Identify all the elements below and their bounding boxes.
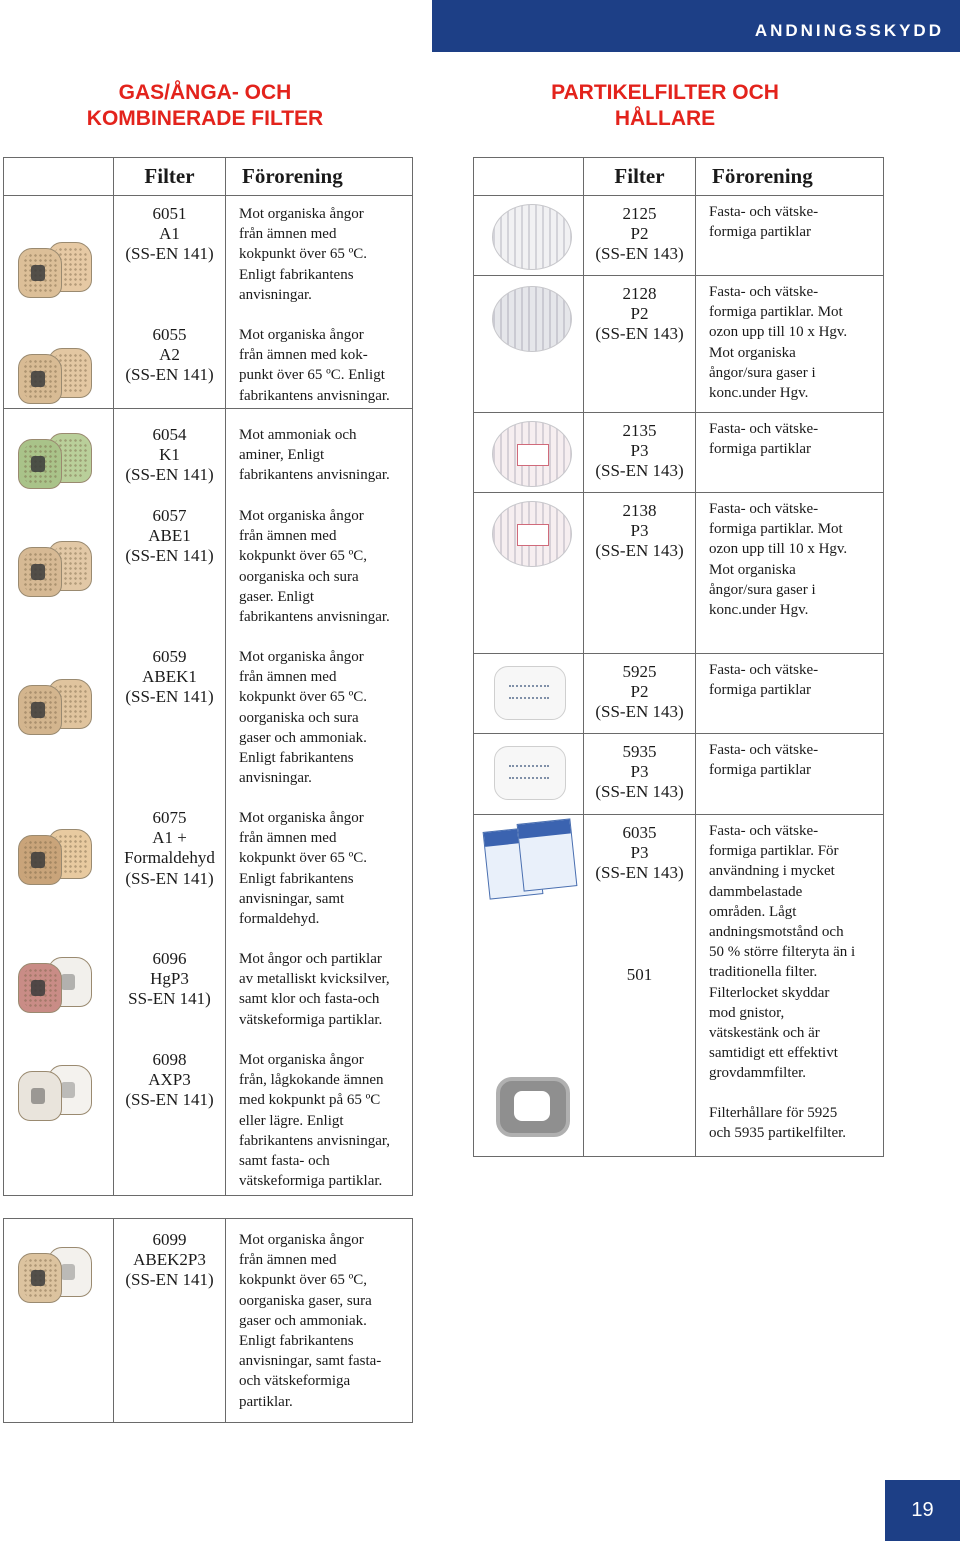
- right-header-filter: Filter: [584, 158, 696, 196]
- code-5935-cell: [584, 734, 696, 815]
- filter-pack-6035-image-2: [517, 818, 578, 891]
- right-header-blank: [474, 158, 584, 196]
- filter-desc-2125: Fasta- och vätske- formiga partiklar: [709, 204, 819, 241]
- disc-2128-cell: [474, 276, 584, 413]
- filter-desc-2135: Fasta- och vätske- formiga partiklar: [709, 421, 819, 458]
- filter-desc-6051: Mot organiska ångor från ämnen med kokpunkt över 65 ºC. Enligt fabrikantens anvisningar.: [239, 206, 367, 303]
- filter-desc-2138: Fasta- och vätske- formiga partiklar. Mot ozon upp till 10 x Hgv. Mot organiska ångor/sura gaser i konc.under Hgv.: [709, 501, 848, 619]
- filter-code-6075: 6075 A1 + Formaldehyd (SS-EN 141): [124, 808, 215, 888]
- right-section-title: [500, 80, 830, 132]
- pad-5935-cell: [474, 734, 584, 815]
- desc-5925-cell: [696, 654, 884, 734]
- cartridge-6057-image: [14, 541, 100, 593]
- desc-2135-cell: [696, 413, 884, 493]
- filter-desc-2128: Fasta- och vätske- formiga partiklar. Mot ozon upp till 10 x Hgv. Mot organiska ångor/sura gaser i konc.under Hgv.: [709, 284, 848, 402]
- desc-6035-cell: [696, 815, 884, 1157]
- left-group2-images: [4, 409, 114, 1196]
- cartridge-6098-image: [14, 1065, 100, 1117]
- filter-disc-2125-image: [492, 204, 572, 270]
- section-banner: ANDNINGSSKYDD: [432, 0, 960, 52]
- left-header-pollution: Förorening: [226, 158, 413, 196]
- code-5925-cell: [584, 654, 696, 734]
- filter-disc-2135-image: [492, 421, 572, 487]
- filter-code-2135: 2135 P3 (SS-EN 143): [595, 421, 684, 481]
- filter-desc-501: Filterhållare för 5925 och 5935 partikelfilter.: [709, 1105, 847, 1142]
- filter-desc-6055: Mot organiska ångor från ämnen med kok- punkt över 65 ºC. Enligt fabrikantens anvisningar.: [239, 327, 390, 404]
- filter-disc-2138-image: [492, 501, 572, 567]
- left-title-line1: GAS/ÅNGA- OCH: [118, 81, 292, 104]
- filter-desc-6075: Mot organiska ångor från ämnen med kokpunkt över 65 ºC. Enligt fabrikantens anvisningar, samt formaldehyd.: [239, 810, 367, 928]
- code-2135-cell: [584, 413, 696, 493]
- filter-holder-501-image: [496, 1077, 570, 1137]
- filter-code-6098: 6098 AXP3 (SS-EN 141): [125, 1050, 214, 1110]
- left-group3-codes: [114, 1219, 226, 1423]
- filter-code-2125: 2125 P2 (SS-EN 143): [595, 204, 684, 264]
- left-section-title: [30, 80, 380, 132]
- filter-desc-6096: Mot ångor och partiklar av metalliskt kvicksilver, samt klor och fasta-och vätskeformiga partiklar.: [239, 951, 390, 1028]
- filter-desc-6099: Mot organiska ångor från ämnen med kokpunkt över 65 ºC, oorganiska gaser, sura gaser och ammoniak. Enligt fabrikantens anvisningar, samt fasta- och vätskeformiga partiklar.: [239, 1232, 382, 1410]
- filter-code-6096: 6096 HgP3 SS-EN 141): [128, 949, 211, 1009]
- right-title-line1: PARTIKELFILTER OCH: [551, 81, 779, 104]
- right-title-line2: HÅLLARE: [614, 107, 716, 130]
- right-header-pollution: Förorening: [696, 158, 884, 196]
- filter-desc-6057: Mot organiska ångor från ämnen med kokpunkt över 65 ºC, oorganiska och sura gaser. Enligt fabrikantens anvisningar.: [239, 508, 390, 626]
- filter-code-6059: 6059 ABEK1 (SS-EN 141): [125, 647, 214, 707]
- left-header-blank: [4, 158, 114, 196]
- filter-desc-6098: Mot organiska ångor från, lågkokande ämnen med kokpunkt på 65 ºC eller lägre. Enligt fabrikantens anvisningar, samt fasta- och vätskeformiga partiklar.: [239, 1052, 391, 1190]
- code-6035-cell: [584, 815, 696, 1157]
- left-group1-desc: [226, 196, 413, 409]
- filter-desc-5935: Fasta- och vätske- formiga partiklar: [709, 742, 819, 779]
- cartridge-6059-image: [14, 679, 100, 731]
- filter-code-2138: 2138 P3 (SS-EN 143): [595, 501, 684, 561]
- left-group1-codes: [114, 196, 226, 409]
- gas-filter-table-extra: [3, 1218, 413, 1423]
- disc-2138-cell: [474, 493, 584, 654]
- filter-code-6054: 6054 K1 (SS-EN 141): [125, 425, 214, 485]
- filter-code-6099: 6099 ABEK2P3 (SS-EN 141): [125, 1230, 214, 1290]
- cartridge-6075-image: [14, 829, 100, 881]
- filter-desc-5925: Fasta- och vätske- formiga partiklar: [709, 662, 819, 699]
- gas-filter-table: [3, 157, 413, 1196]
- disc-2125-cell: [474, 196, 584, 276]
- pack-6035-cell: [474, 815, 584, 1157]
- desc-5935-cell: [696, 734, 884, 815]
- cartridge-6099-image: [14, 1247, 100, 1299]
- particle-filter-table: [473, 157, 884, 1157]
- left-group1-images: [4, 196, 114, 409]
- filter-code-6051: 6051 A1 (SS-EN 141): [125, 204, 214, 264]
- cartridge-6054-image: [14, 433, 100, 485]
- cartridge-6051-image: [14, 242, 100, 294]
- cartridge-6096-image: [14, 957, 100, 1009]
- filter-code-5935: 5935 P3 (SS-EN 143): [595, 742, 684, 802]
- filter-code-6057: 6057 ABE1 (SS-EN 141): [125, 506, 214, 566]
- left-group3-desc: [226, 1219, 413, 1423]
- left-group2-desc: [226, 409, 413, 1196]
- filter-code-6055: 6055 A2 (SS-EN 141): [125, 325, 214, 385]
- filter-desc-6035: Fasta- och vätske- formiga partiklar. För användning i mycket dammbelastade områden. Lågt andningsmotstånd och 50 % större filteryta än i traditionella filter. Filterlocket skyddar mod gnistor, vätskestänk och är samtidigt ett effektivt grovdammfilter.: [709, 823, 856, 1082]
- filter-code-5925: 5925 P2 (SS-EN 143): [595, 662, 684, 722]
- cartridge-6055-image: [14, 348, 100, 400]
- filter-desc-6054: Mot ammoniak och aminer, Enligt fabrikantens anvisningar.: [239, 427, 390, 484]
- pad-5925-cell: [474, 654, 584, 734]
- disc-2135-cell: [474, 413, 584, 493]
- filter-code-6035: 6035 P3 (SS-EN 143): [595, 823, 684, 883]
- left-group3-images: [4, 1219, 114, 1423]
- desc-2128-cell: [696, 276, 884, 413]
- desc-2138-cell: [696, 493, 884, 654]
- filter-disc-2128-image: [492, 286, 572, 352]
- filter-code-501: 501: [626, 965, 653, 984]
- desc-2125-cell: [696, 196, 884, 276]
- code-2128-cell: [584, 276, 696, 413]
- code-2125-cell: [584, 196, 696, 276]
- left-header-filter: Filter: [114, 158, 226, 196]
- filter-pad-5935-image: [494, 746, 566, 800]
- left-group2-codes: [114, 409, 226, 1196]
- page-number: 19: [885, 1480, 960, 1541]
- filter-pad-5925-image: [494, 666, 566, 720]
- filter-code-2128: 2128 P2 (SS-EN 143): [595, 284, 684, 344]
- code-2138-cell: [584, 493, 696, 654]
- filter-desc-6059: Mot organiska ångor från ämnen med kokpunkt över 65 ºC. oorganiska och sura gaser och ammoniak. Enligt fabrikantens anvisningar.: [239, 649, 367, 787]
- left-title-line2: KOMBINERADE FILTER: [86, 107, 324, 130]
